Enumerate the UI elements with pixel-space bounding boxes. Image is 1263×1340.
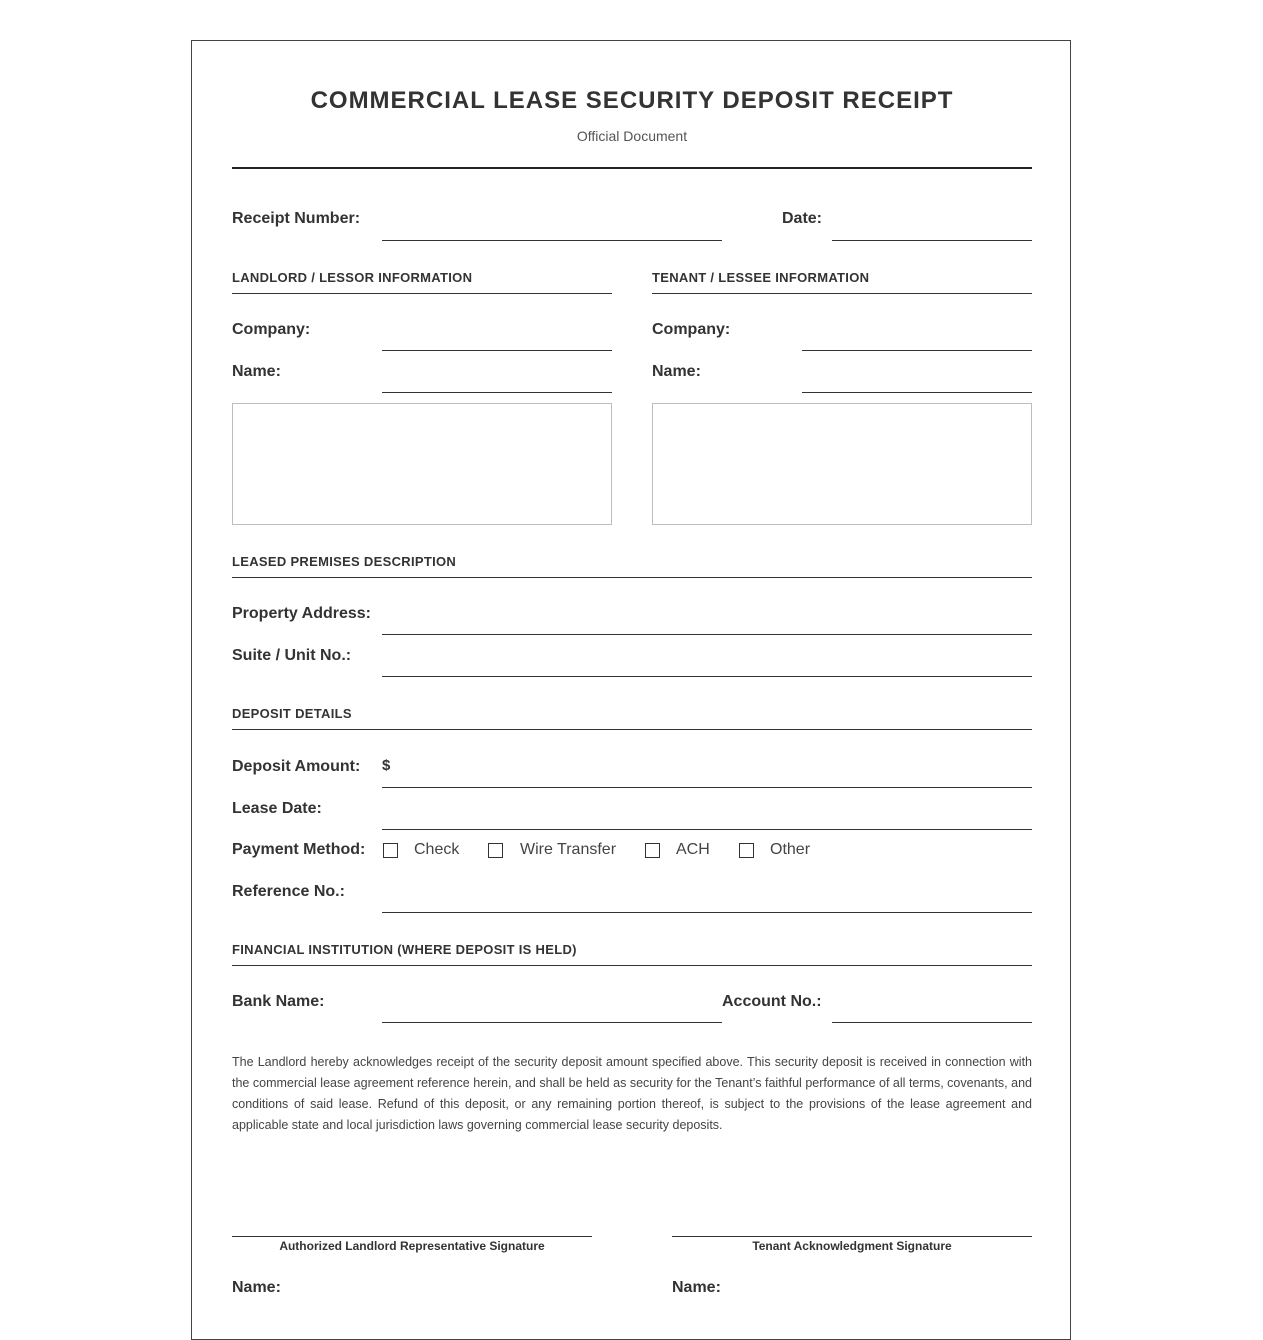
account-number-label: Account No.: (722, 993, 822, 1010)
payment-other-label: Other (770, 841, 811, 858)
landlord-heading: LANDLORD / LESSOR INFORMATION (232, 270, 473, 285)
property-address-label: Property Address: (232, 605, 371, 622)
premises-heading-rule (232, 577, 1032, 578)
premises-heading: LEASED PREMISES DESCRIPTION (232, 554, 457, 569)
tenant-signer-name-label: Name: (672, 1279, 721, 1296)
landlord-signature-line[interactable] (232, 1236, 592, 1237)
deposit-heading: DEPOSIT DETAILS (232, 706, 352, 721)
reference-label: Reference No.: (232, 883, 345, 900)
deposit-amount-label: Deposit Amount: (232, 758, 361, 775)
date-label: Date: (782, 210, 823, 227)
bank-heading: FINANCIAL INSTITUTION (WHERE DEPOSIT IS HELD) (232, 942, 577, 957)
acknowledgment-text: The Landlord hereby acknowledges receipt of the security deposit amount specified above. This security deposit is received in connection with the commercial lease agreement reference herein, and shall be held as security for the Tenant’s faithful performance of all terms, covenants, and conditions of said lease. Refund of this deposit, or any remaining portion thereof, is subject to the provisions of the lease agreement and applicable state and local jurisdiction laws governing commercial lease security deposits. (232, 1055, 1032, 1132)
landlord-heading-rule (232, 293, 612, 294)
property-address-field[interactable] (382, 634, 1032, 635)
bank-name-field[interactable] (382, 1022, 722, 1023)
bank-name-label: Bank Name: (232, 993, 325, 1010)
receipt-number-label: Receipt Number: (232, 210, 361, 227)
payment-other-checkbox[interactable] (739, 843, 754, 858)
payment-wire-checkbox[interactable] (488, 843, 503, 858)
payment-wire-label: Wire Transfer (520, 841, 617, 858)
suite-unit-label: Suite / Unit No.: (232, 647, 352, 664)
tenant-signature-caption: Tenant Acknowledgment Signature (752, 1239, 952, 1253)
tenant-name-label: Name: (652, 363, 701, 380)
landlord-signer-name-label: Name: (232, 1279, 281, 1296)
tenant-address-box[interactable] (652, 403, 1032, 525)
landlord-address-box[interactable] (232, 403, 612, 525)
payment-check-checkbox[interactable] (383, 843, 398, 858)
landlord-company-label: Company: (232, 321, 311, 338)
account-number-field[interactable] (832, 1022, 1032, 1023)
reference-field[interactable] (382, 912, 1032, 913)
document-subtitle: Official Document (576, 128, 688, 144)
title-divider (232, 167, 1032, 169)
bank-heading-rule (232, 965, 1032, 966)
payment-check-label: Check (414, 841, 460, 858)
tenant-company-field[interactable] (802, 350, 1032, 351)
landlord-company-field[interactable] (382, 350, 612, 351)
tenant-heading: TENANT / LESSEE INFORMATION (652, 270, 870, 285)
tenant-name-field[interactable] (802, 392, 1032, 393)
suite-unit-field[interactable] (382, 676, 1032, 677)
tenant-heading-rule (652, 293, 1032, 294)
tenant-signature-line[interactable] (672, 1236, 1032, 1237)
payment-ach-checkbox[interactable] (645, 843, 660, 858)
receipt-number-field[interactable] (382, 240, 722, 241)
payment-ach-label: ACH (676, 841, 710, 858)
lease-date-field[interactable] (382, 829, 1032, 830)
payment-method-label: Payment Method: (232, 841, 366, 858)
landlord-signature-caption: Authorized Landlord Representative Signature (279, 1239, 545, 1253)
deposit-amount-field[interactable] (382, 787, 1032, 788)
document-title: COMMERCIAL LEASE SECURITY DEPOSIT RECEIPT (310, 87, 954, 114)
landlord-name-label: Name: (232, 363, 281, 380)
currency-symbol: $ (382, 757, 391, 774)
receipt-document (191, 40, 1071, 1340)
deposit-heading-rule (232, 729, 1032, 730)
date-field[interactable] (832, 240, 1032, 241)
tenant-company-label: Company: (652, 321, 731, 338)
landlord-name-field[interactable] (382, 392, 612, 393)
lease-date-label: Lease Date: (232, 800, 322, 817)
